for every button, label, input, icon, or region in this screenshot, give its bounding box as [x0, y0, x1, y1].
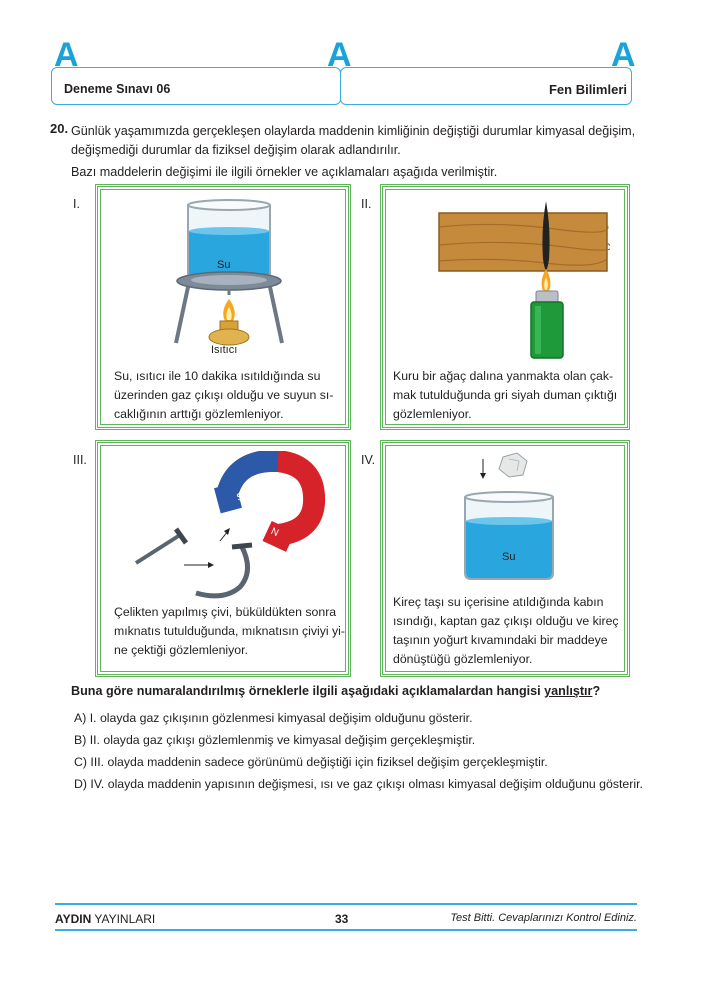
publisher-rest: YAYINLARI: [91, 912, 156, 926]
option-a-letter: A): [74, 711, 87, 725]
option-c-text: III. olayda maddenin sadece görünümü değiştiği için fiziksel değişim gerçekleşmiştir.: [90, 755, 548, 769]
panel-1-heater-label: Isıtıcı: [211, 344, 238, 356]
panel-1-roman: I.: [73, 197, 80, 211]
subject-title: Fen Bilimleri: [548, 82, 627, 97]
option-a[interactable]: [74, 709, 472, 727]
question-number: 20.: [50, 121, 69, 136]
panel-4-card: [380, 440, 630, 677]
panel-3-caption-line2: mıknatıs tutulduğunda, mıknatısın çiviyi yi-: [114, 624, 346, 638]
option-b-letter: B): [74, 733, 87, 747]
page-number: 33: [335, 912, 349, 926]
limestone-beaker-illustration: [453, 449, 573, 584]
panel-2-roman: II.: [361, 197, 372, 211]
option-c[interactable]: [74, 753, 548, 771]
lighter-wood-illustration: [435, 199, 610, 359]
question-intro-line1: Günlük yaşamımızda gerçekleşen olaylarda maddenin kimliğinin değiştiği durumlar kimyasal değişim,: [71, 124, 636, 138]
panel-2-caption-line1: Kuru bir ağaç dalına yanmakta olan çak-: [393, 369, 614, 383]
header-letter-right: A: [611, 36, 636, 74]
question-prompt: [71, 684, 600, 698]
exam-title: Deneme Sınavı 06: [64, 82, 171, 96]
question-intro-line3: Bazı maddelerin değişimi ile ilgili örnekler ve açıklamaları aşağıda verilmiştir.: [71, 165, 498, 179]
option-d-letter: D): [74, 777, 87, 791]
panel-1-caption-line3: caklığının arttığı gözlemleniyor.: [114, 407, 284, 421]
publisher-bold: AYDIN: [55, 912, 92, 926]
option-b[interactable]: [74, 731, 475, 749]
panel-3-card: [95, 440, 351, 677]
panel-4-caption-line4: dönüştüğü gözlemleniyor.: [393, 652, 533, 666]
panel-4-caption-line2: ısındığı, kaptan gaz çıkışı olduğu ve kireç: [393, 614, 619, 628]
panel-2-card: [380, 184, 630, 430]
footer-top-rule: [55, 903, 637, 905]
panel-3-caption-line3: ne çektiği gözlemleniyor.: [114, 643, 248, 657]
footer-note: Test Bitti. Cevaplarınızı Kontrol Ediniz.: [450, 912, 637, 924]
panel-2-caption-line3: gözlemleniyor.: [393, 407, 472, 421]
header-letter-left: A: [54, 36, 79, 74]
panel-1-caption-line2: üzerinden gaz çıkışı olduğu ve suyun sı-: [114, 388, 334, 402]
option-a-text: I. olayda gaz çıkışının gözlenmesi kimyasal değişim olduğunu gösterir.: [89, 711, 473, 725]
panel-1-card: [95, 184, 351, 430]
panel-4-roman: IV.: [361, 453, 376, 467]
question-intro-line2: değişmediği durumlar da fiziksel değişim olarak adlandırılır.: [71, 143, 401, 157]
question-prompt-end: ?: [592, 684, 601, 698]
magnet-pole-n: N: [269, 525, 281, 540]
option-d[interactable]: [74, 775, 643, 793]
option-d-text: IV. olayda maddenin yapısının değişmesi, ısı ve gaz çıkışı olması kimyasal değişim olduğunu gösterir.: [90, 777, 643, 791]
option-b-text: II. olayda gaz çıkışı gözlemlenmiş ve kimyasal değişim gerçekleşmiştir.: [89, 733, 476, 747]
panel-2-caption-line2: mak tutulduğunda gri siyah duman çıktığı: [393, 388, 618, 402]
publisher: [55, 912, 155, 926]
panel-3-caption-line1: Çelikten yapılmış çivi, büküldükten sonra: [114, 605, 337, 619]
question-prompt-main: Buna göre numaralandırılmış örneklerle ilgili aşağıdaki açıklamalardan hangisi: [71, 684, 545, 698]
option-c-letter: C): [74, 755, 87, 769]
header-letter-center: A: [327, 36, 352, 74]
panel-4-liquid-label: Su: [502, 551, 516, 563]
panel-1-liquid-label: Su: [217, 259, 231, 271]
panel-1-caption-line1: Su, ısıtıcı ile 10 dakika ısıtıldığında su: [114, 369, 321, 383]
beaker-on-heater-illustration: [158, 195, 308, 355]
panel-4-caption-line1: Kireç taşı su içerisine atıldığında kabın: [393, 595, 604, 609]
footer-bottom-rule: [55, 929, 637, 931]
magnet-pole-s: S: [235, 491, 246, 504]
magnet-nail-illustration: [128, 451, 328, 601]
panel-4-caption-line3: taşının yoğurt kıvamındaki bir maddeye: [393, 633, 608, 647]
panel-3-roman: III.: [73, 453, 87, 467]
question-prompt-underlined: yanlıştır: [544, 684, 593, 698]
